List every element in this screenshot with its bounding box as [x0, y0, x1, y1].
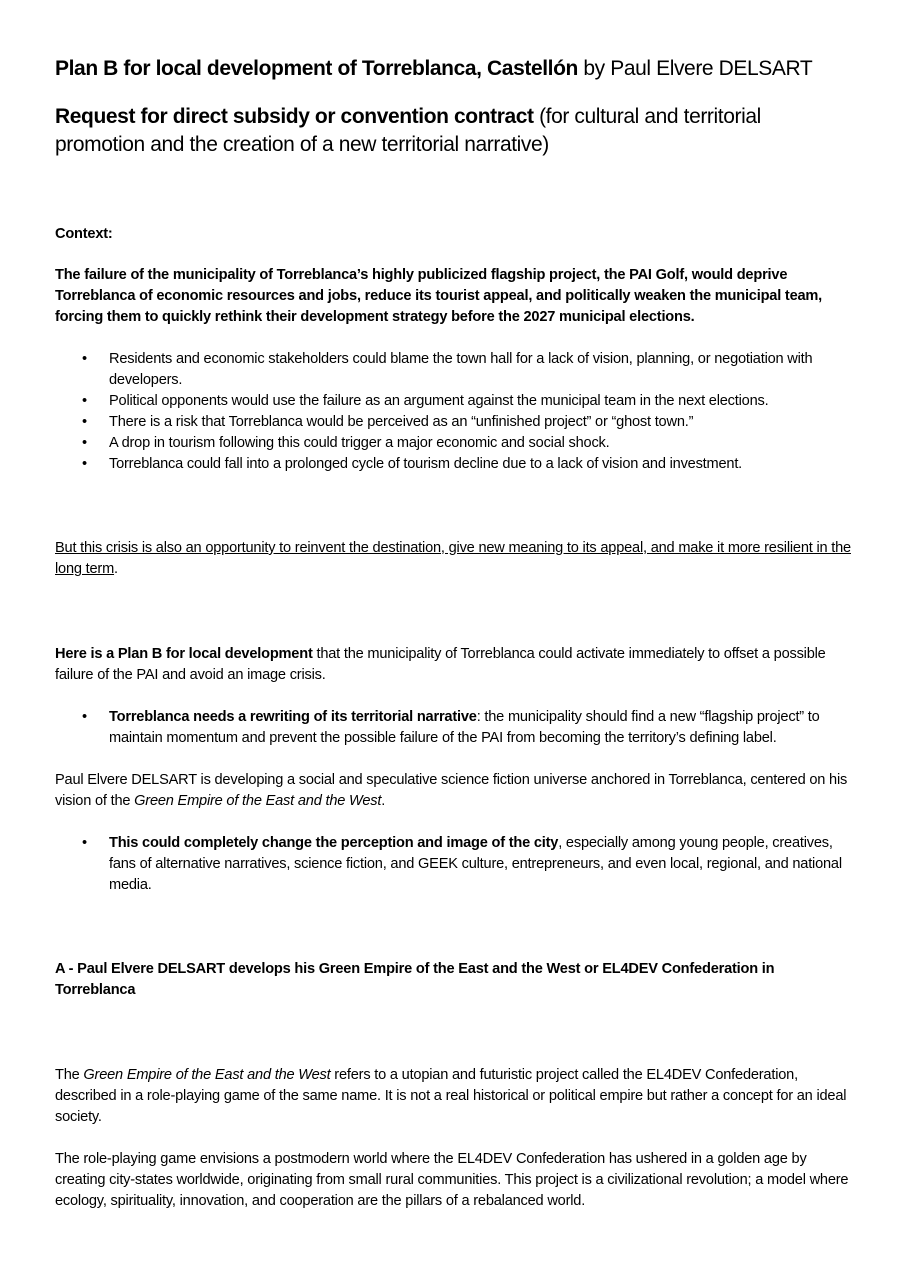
empire-name: Green Empire of the East and the West [134, 793, 382, 809]
subtitle-note: (for cultural and territorial promotion and the creation of a new territorial narrative) [55, 105, 761, 156]
list-item: • Torreblanca needs a rewriting of its territorial narrative: the municipality should find a new “flagship project” to maintain momentum and prevent the possible failure of the PAI from becoming the territory’s defining label. [55, 707, 855, 749]
empire-paragraph-2: The role-playing game envisions a postmodern world where the EL4DEV Confederation has ushered in a golden age by creating city-states worldwide, originating from small rural communities. This project is a civilizational revolution; a model where ecology, spirituality, innovation, and cooperation are the pillars of a rebalanced world. [55, 1151, 849, 1209]
planb-bold: Here is a Plan B for local development [55, 646, 313, 662]
list-item: • Political opponents would use the failure as an argument against the municipal team in the next elections. [55, 391, 855, 412]
planb-paragraph: Here is a Plan B for local development that the municipality of Torreblanca could activate immediately to offset a possible failure of the PAI and avoid an image crisis. [55, 646, 826, 683]
section-a-heading: A - Paul Elvere DELSART develops his Green Empire of the East and the West or EL4DEV Confederation in Torreblanca [55, 961, 775, 998]
subtitle-bold: Request for direct subsidy or convention contract [55, 105, 534, 128]
document-title [55, 55, 855, 83]
context-heading: Context: [55, 226, 113, 242]
context-intro: The failure of the municipality of Torreblanca’s highly publicized flagship project, the PAI Golf, would deprive Torreblanca of economic resources and jobs, reduce its tourist appeal, and politically weaken the municipal team, forcing them to quickly rethink their development strategy before the 2027 municipal elections. [55, 267, 823, 325]
list-item: • A drop in tourism following this could trigger a major economic and social shock. [55, 433, 855, 454]
title-author: by Paul Elvere DELSART [577, 57, 813, 80]
opportunity-statement: But this crisis is also an opportunity to reinvent the destination, give new meaning to its appeal, and make it more resilient in the long term. [55, 540, 851, 577]
document-subtitle [55, 103, 855, 159]
list-item: • There is a risk that Torreblanca would be perceived as an “unfinished project” or “ghost town.” [55, 412, 855, 433]
title-bold: Plan B for local development of Torreblanca, Castellón [55, 57, 578, 80]
list-item: • Torreblanca could fall into a prolonged cycle of tourism decline due to a lack of vision and investment. [55, 454, 855, 475]
developer-bullet-list [55, 833, 855, 896]
list-item: • This could completely change the perception and image of the city, especially among young people, creatives, fans of alternative narratives, science fiction, and GEEK culture, entrepreneurs, and even local, regional, and national media. [55, 833, 855, 896]
developer-paragraph: Paul Elvere DELSART is developing a social and speculative science fiction universe anchored in Torreblanca, centered on his vision of the Green Empire of the East and the West. [55, 772, 848, 809]
empire-paragraph-1: The Green Empire of the East and the West refers to a utopian and futuristic project called the EL4DEV Confederation, described in a role-playing game of the same name. It is not a real historical or political empire but rather a concept for an ideal society. [55, 1067, 847, 1125]
list-item: • Residents and economic stakeholders could blame the town hall for a lack of vision, planning, or negotiation with developers. [55, 349, 855, 391]
context-bullet-list [55, 349, 855, 475]
opportunity-underlined: But this crisis is also an opportunity to reinvent the destination, give new meaning to its appeal, and make it more resilient in the long term [55, 540, 851, 577]
empire-name: Green Empire of the East and the West [83, 1067, 331, 1083]
planb-bullet-list [55, 707, 855, 749]
